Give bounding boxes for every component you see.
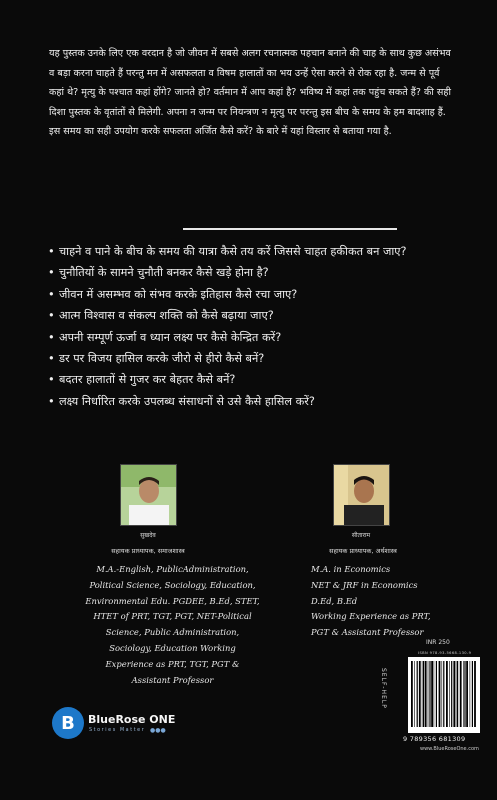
- author2-name: सीताराम: [351, 532, 371, 539]
- author2-qual-line: D.Ed, B.Ed: [311, 595, 358, 606]
- author2-photo: [333, 464, 390, 526]
- question-list: [48, 241, 478, 412]
- list-item: • जीवन में असम्भव को संभव करके इतिहास कैसे रचा जाए?: [48, 284, 478, 305]
- intro-paragraph: यह पुस्तक उनके लिए एक वरदान है जो जीवन में सबसे अलग रचनात्मक पहचान बनाने की चाह के साथ कुछ असंभव व बड़ा करना चाहते हैं परन्तु मन में असफलता व विषम हालातों का भय उन्हें ऐसा करने से रोक रहा है. जन्म से पूर्व कहां थे? मृत्यु के पश्चात कहां होंगे? जानते हो? वर्तमान में आप कहां है? भविष्य में कहां तक पहुंच सकते हैं? की सही दिशा पुस्तक के वृतांतों से मिलेगी. अपना न जन्म पर नियन्त्रण न मृत्यु पर परन्तु इस बीच के समय के हम बादशाह हैं. इस समय का सही उपयोग करके सफलता अर्जित कैसे करें? के बारे में यहां विस्तार से बताया गया है.: [49, 48, 451, 137]
- publisher-name: BlueRose ONE: [88, 713, 176, 726]
- barcode-icon: [408, 657, 480, 733]
- author2-qual-line: NET & JRF in Economics: [311, 579, 418, 590]
- author1-photo: [120, 464, 177, 526]
- price-label: INR 250: [426, 639, 450, 646]
- author1-role: सहायक प्राध्यापक, समाजशास्त्र: [111, 547, 185, 555]
- list-item: • अपनी सम्पूर्ण ऊर्जा व ध्यान लक्ष्य पर कैसे केन्द्रित करें?: [48, 327, 478, 348]
- list-item: • चुनौतियों के सामने चुनौती बनकर कैसे खड़े होना है?: [48, 262, 478, 283]
- author2-qual-line: M.A. in Economics: [311, 564, 391, 574]
- list-item: • डर पर विजय हासिल करके जीरो से हीरो कैसे बनें?: [48, 348, 478, 369]
- social-icons: ●●●: [150, 727, 166, 734]
- author1-name: सुखदेव: [140, 532, 156, 539]
- isbn-number: 9 789356 681309: [403, 735, 466, 743]
- author1-qualifications: M.A.-English, PublicAdministration, Political Science, Sociology, Education, Environmental Edu. PGDEE, B.Ed, STET, HTET of PRT, TGT, PGT, NET-Political Science, Public Administration, Sociology, Education Working Experience as PRT, TGT, PGT & Assistant Professor: [85, 564, 260, 685]
- author2-qual-line: PGT & Assistant Professor: [311, 627, 424, 638]
- publisher-logo-icon: B: [52, 707, 84, 739]
- publisher-website: www.BlueRoseOne.com: [420, 746, 479, 752]
- list-item: • आत्म विश्वास व संकल्प शक्ति को कैसे बढ़ाया जाए?: [48, 305, 478, 326]
- author2-qual-line: Working Experience as PRT,: [311, 611, 431, 622]
- divider: [183, 228, 397, 230]
- list-item: • लक्ष्य निर्धारित करके उपलब्ध संसाधनों से उसे कैसे हासिल करें?: [48, 391, 478, 412]
- isbn-label: ISBN 978-93-5668-130-9: [418, 651, 472, 655]
- list-item: • चाहने व पाने के बीच के समय की यात्रा कैसे तय करें जिससे चाहत हकीकत बन जाए?: [48, 241, 478, 262]
- author2-qualifications: [311, 562, 461, 641]
- author2-role: सहायक प्राध्यापक, अर्थशास्त्र: [329, 547, 397, 555]
- list-item: • बदतर हालातों से गुजर कर बेहतर कैसे बनें?: [48, 369, 478, 390]
- category-label: SELF-HELP: [380, 668, 387, 709]
- publisher-tagline: Stories Matter: [89, 728, 146, 733]
